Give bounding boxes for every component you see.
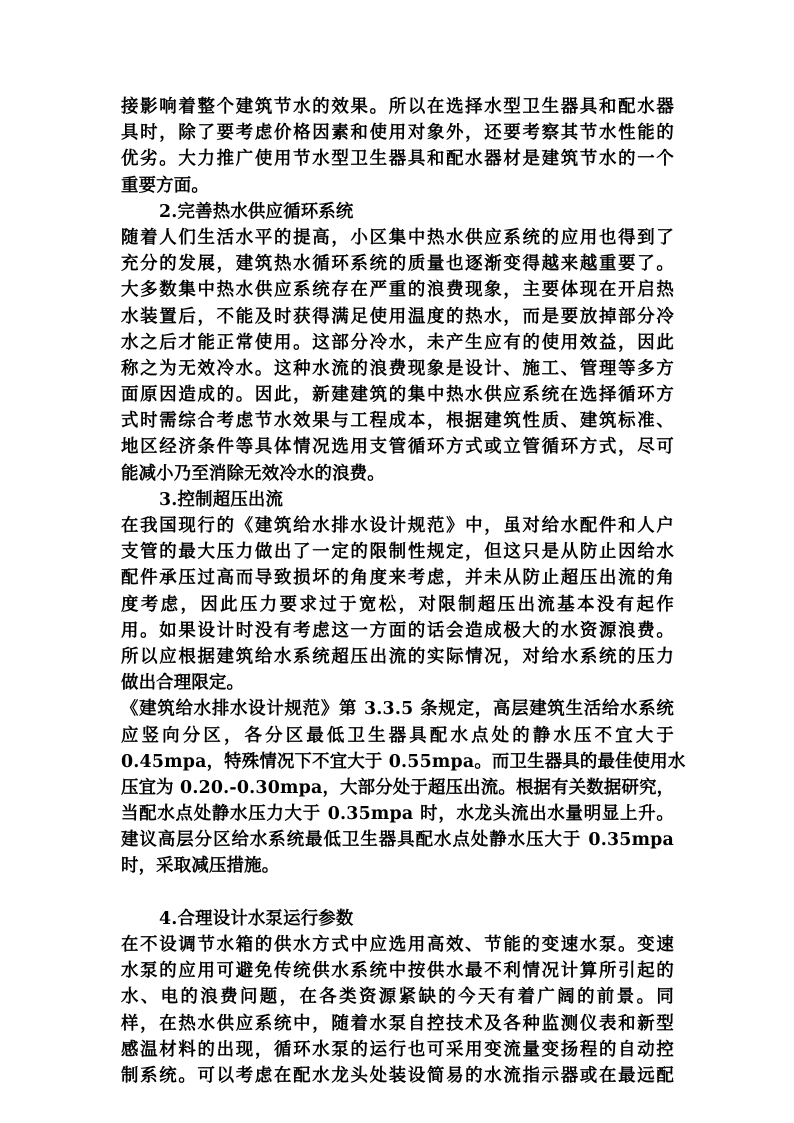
- text-line: 在不设调节水箱的供水方式中应选用高效、节能的变速水泵。变速: [121, 935, 674, 955]
- text-line: 面原因造成的。因此，新建建筑的集中热水供应系统在选择循环方: [121, 385, 674, 406]
- text-line: 接影响着整个建筑节水的效果。所以在选择水型卫生器具和配水器: [121, 97, 674, 117]
- text-line: 在我国现行的《建筑给水排水设计规范》中，虽对给水配件和人户: [121, 516, 674, 536]
- text-line: 具时，除了要考虑价格因素和使用对象外，还要考察其节水性能的: [121, 123, 674, 144]
- text-line: 水泵的应用可避免传统供水系统中按供水最不利情况计算所引起的: [121, 961, 674, 982]
- text-line: 重要方面。: [121, 175, 209, 196]
- text-line: 做出合理限定。: [121, 673, 245, 694]
- section-heading-pump: 4.合理设计水泵运行参数: [159, 908, 354, 929]
- text-line: 地区经济条件等具体情况选用支管循环方式或立管循环方式，尽可: [121, 437, 674, 458]
- blank-line: [121, 880, 674, 906]
- text-line: 应竖向分区，各分区最低卫生器具配水点处的静水压不宜大于: [121, 725, 674, 746]
- text-line: 所以应根据建筑给水系统超压出流的实际情况，对给水系统的压力: [121, 646, 674, 667]
- text-line: 充分的发展，建筑热水循环系统的质量也逐渐变得越来越重要了。: [121, 254, 674, 275]
- text-line: 随着人们生活水平的提高，小区集中热水供应系统的应用也得到了: [121, 227, 674, 248]
- text-line: 用。如果设计时没有考虑这一方面的话会造成极大的水资源浪费。: [121, 620, 674, 641]
- paragraph-hot-water: [121, 225, 674, 487]
- paragraph-pump: [121, 932, 674, 1089]
- text-line: 水之后才能正常使用。这部分冷水，未产生应有的使用效益，因此: [121, 332, 674, 353]
- text-line: 能减小乃至消除无效冷水的浪费。: [121, 463, 385, 484]
- text-line: 压宜为 0.20.-0.30mpa，大部分处于超压出流。根据有关数据研究，: [121, 777, 675, 798]
- text-line: 优劣。大力推广使用节水型卫生器具和配水器材是建筑节水的一个: [121, 149, 674, 170]
- document-body: [121, 94, 686, 1089]
- text-line: 称之为无效冷水。这种水流的浪费现象是设计、施工、管理等多方: [121, 358, 674, 379]
- section-heading-hot-water: 2.完善热水供应循环系统: [159, 201, 354, 222]
- paragraph-overpressure: [121, 513, 674, 696]
- text-line: 时，采取减压措施。: [121, 856, 280, 877]
- paragraph-code-regulation: [121, 696, 686, 879]
- text-line: 水装置后，不能及时获得满足使用温度的热水，而是要放掉部分冷: [121, 306, 674, 327]
- text-line: 支管的最大压力做出了一定的限制性规定，但这只是从防止因给水: [121, 542, 674, 563]
- text-line: 配件承压过高而导致损坏的角度来考虑，并未从防止超压出流的角: [121, 568, 674, 589]
- paragraph-fixtures: [121, 94, 674, 199]
- text-line: 水、电的浪费问题，在各类资源紧缺的今天有着广阔的前景。同: [121, 987, 674, 1008]
- text-line: 制系统。可以考虑在配水龙头处装设简易的水流指示器或在最远配: [121, 1065, 674, 1086]
- text-line: 感温材料的出现，循环水泵的运行也可采用变流量变扬程的自动控: [121, 1039, 674, 1060]
- text-line: 式时需综合考虑节水效果与工程成本，根据建筑性质、建筑标准、: [121, 411, 674, 432]
- text-line: 度考虑，因此压力要求过于宽松，对限制超压出流基本没有起作: [121, 594, 674, 615]
- text-line: 《建筑给水排水设计规范》第 3.3.5 条规定，高层建筑生活给水系统: [121, 699, 674, 720]
- text-line: 0.45mpa，特殊情况下不宜大于 0.55mpa。而卫生器具的最佳使用水: [121, 751, 686, 772]
- text-line: 建议高层分区给水系统最低卫生器具配水点处静水压大于 0.35mpa: [121, 830, 674, 851]
- text-line: 样，在热水供应系统中，随着水泵自控技术及各种监测仪表和新型: [121, 1013, 674, 1034]
- text-line: 大多数集中热水供应系统存在严重的浪费现象，主要体现在开启热: [121, 280, 674, 301]
- text-line: 当配水点处静水压力大于 0.35mpa 时，水龙头流出水量明显上升。: [121, 804, 674, 825]
- section-heading-overpressure: 3.控制超压出流: [159, 489, 284, 510]
